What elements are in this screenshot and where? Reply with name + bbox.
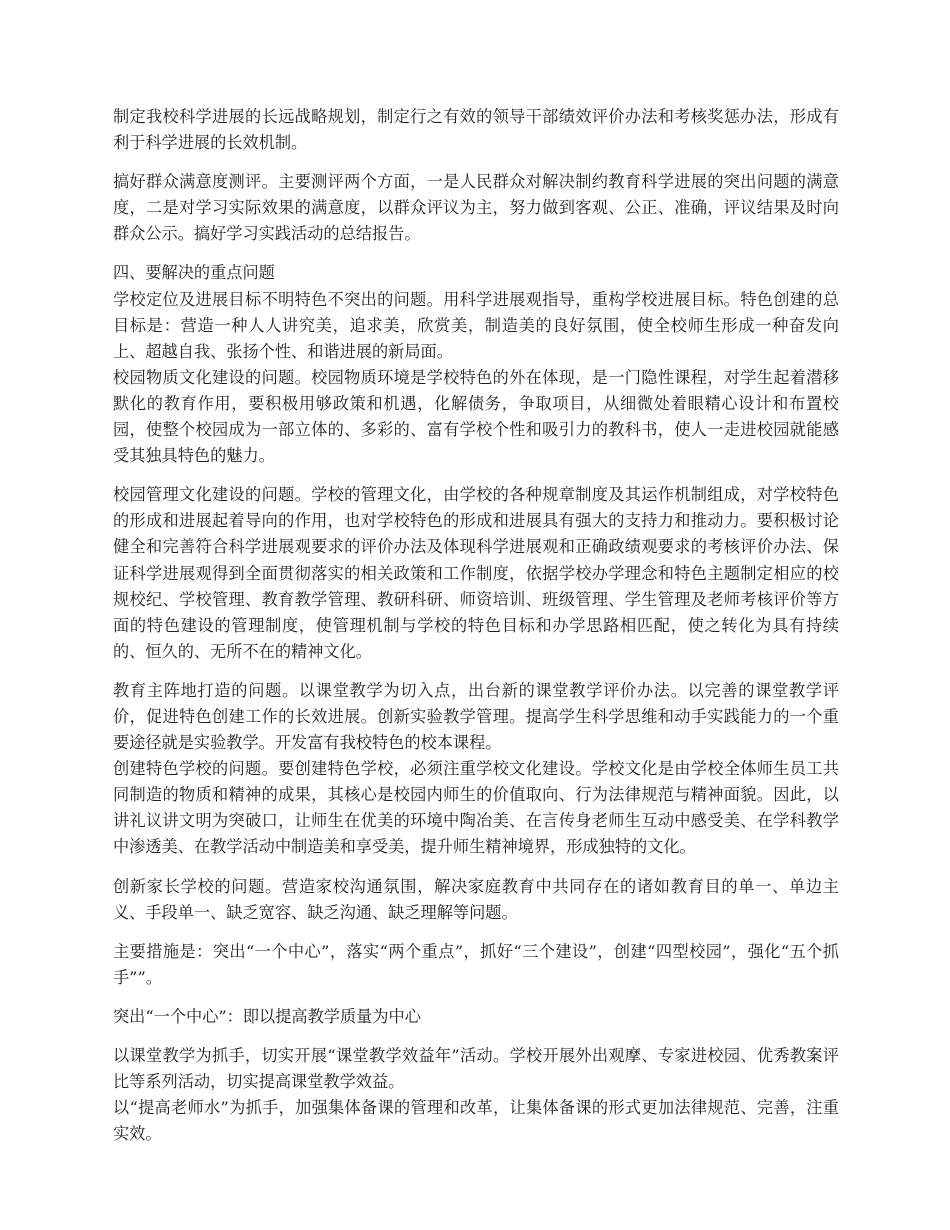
paragraph-featured-school: 创建特色学校的问题。要创建特色学校，必须注重学校文化建设。学校文化是由学校全体师生员工共同制造的物质和精神的成果，其核心是校园内师生的价值取向、行为法律规范与精神面貌。因此，以讲礼议讲文明为突破口，让师生在优美的环境中陶冶美、在言传身老师生互动中感受美、在学科教学中渗透美、在教学活动中制造美和享受美，提升师生精神境界，形成独特的文化。 [113,759,839,857]
paragraph-one-center: 突出“一个中心”：即以提高教学质量为中心 [113,1006,421,1026]
paragraph-parent-school: 创新家长学校的问题。营造家校沟通氛围，解决家庭教育中共同存在的诸如教育目的单一、单边主义、手段单一、缺乏宽容、缺乏沟通、缺乏理解等问题。 [113,876,839,922]
paragraph-classroom-teaching: 以课堂教学为抓手，切实开展“课堂教学效益年”活动。学校开展外出观摩、专家进校园、优秀教案评比等系列活动，切实提高课堂教学效益。 [113,1046,839,1092]
paragraph-main-measures: 主要措施是：突出“一个中心”，落实“两个重点”，抓好“三个建设”，创建“四型校园”，强化“五个抓手””。 [113,941,839,987]
paragraph-satisfaction-survey: 搞好群众满意度测评。主要测评两个方面，一是人民群众对解决制约教育科学进展的突出问题的满意度，二是对学习实际效果的满意度，以群众评议为主，努力做到客观、公正、准确，评议结果及时向群众公示。搞好学习实践活动的总结报告。 [113,172,839,244]
paragraph-teacher-level: 以“提高老师水”为抓手，加强集体备课的管理和改革，让集体备课的形式更加法律规范、完善，注重实效。 [113,1098,839,1144]
paragraph-school-positioning: 学校定位及进展目标不明特色不突出的问题。用科学进展观指导，重构学校进展目标。特色创建的总目标是：营造一种人人讲究美，追求美，欣赏美，制造美的良好氛围，使全校师生形成一种奋发向上、超越自我、张扬个性、和谐进展的新局面。 [113,289,839,361]
paragraph-planning: 制定我校科学进展的长远战略规划，制定行之有效的领导干部绩效评价办法和考核奖惩办法，形成有利于科学进展的长效机制。 [113,107,839,153]
document-body [113,104,839,1147]
paragraph-material-culture: 校园物质文化建设的问题。校园物质环境是学校特色的外在体现，是一门隐性课程，对学生起着潜移默化的教育作用，要积极用够政策和机遇，化解债务，争取项目，从细微处着眼精心设计和布置校园，使整个校园成为一部立体的、多彩的、富有学校个性和吸引力的教科书，使人一走进校园就能感受其独具特色的魅力。 [113,367,839,466]
paragraph-teaching-front: 教育主阵地打造的问题。以课堂教学为切入点，出台新的课堂教学评价办法。以完善的课堂教学评价，促进特色创建工作的长效进展。创新实验教学管理。提高学生科学思维和动手实践能力的一个重要途径就是实验教学。开发富有我校特色的校本课程。 [113,680,839,753]
section-heading-key-problems: 四、要解决的重点问题 [113,263,275,283]
paragraph-management-culture: 校园管理文化建设的问题。学校的管理文化，由学校的各种规章制度及其运作机制组成，对学校特色的形成和进展起着导向的作用，也对学校特色的形成和进展具有强大的支持力和推动力。要积极讨论健全和完善符合科学进展观要求的评价办法及体现科学进展观和正确政绩观要求的考核评价办法、保证科学进展观得到全面贯彻落实的相关政策和工作制度，依据学校办学理念和特色主题制定相应的校规校纪、学校管理、教育教学管理、教研科研、师资培训、班级管理、学生管理及老师考核评价等方面的特色建设的管理制度，使管理机制与学校的特色目标和办学思路相匹配，使之转化为具有持续的、恒久的、无所不在的精神文化。 [113,485,839,661]
